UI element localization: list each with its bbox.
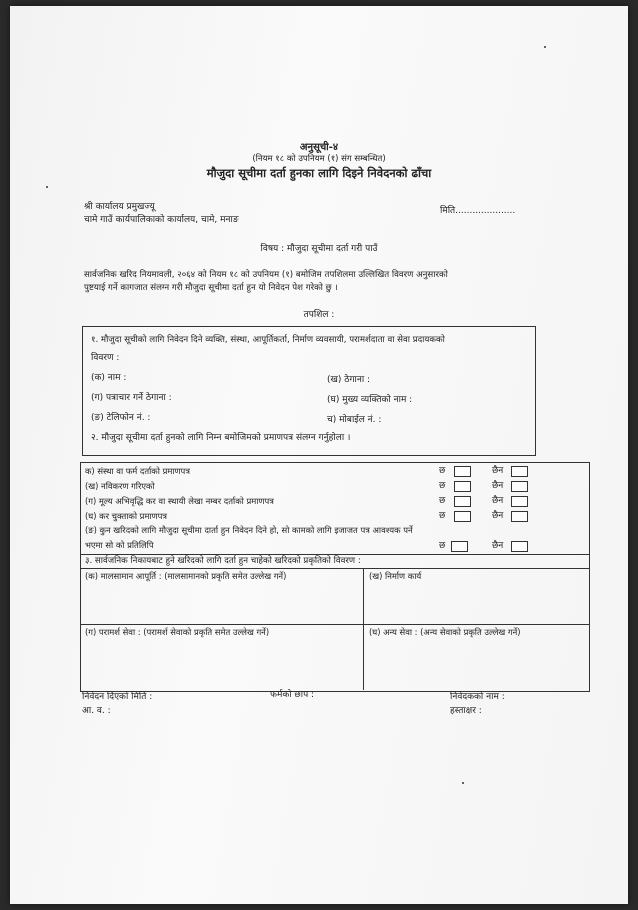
paper-speck [462, 782, 464, 784]
yes-checkbox[interactable] [454, 466, 471, 477]
contact-person-label: (घ) मुख्य व्यक्तिको नाम : [327, 395, 413, 405]
recipient-line: श्री कार्यालय प्रमुखज्यू [84, 202, 155, 212]
yes-label: छ [439, 511, 446, 521]
no-label: छैन [492, 511, 504, 521]
name-label: (क) नाम : [91, 373, 127, 383]
no-checkbox[interactable] [511, 541, 528, 552]
body-line-2: पुष्टयाई गर्ने कागजात संलग्न गरी मौजुदा सूचीमा दर्ता हुन यो निवेदन पेश गरेको छु । [84, 283, 338, 293]
subject-line: विषय : मौजुदा सूचीमा दर्ता गरी पाउँ [260, 244, 378, 254]
signature-label: हस्ताक्षर : [450, 706, 482, 716]
yes-checkbox[interactable] [454, 511, 471, 522]
divider [81, 624, 589, 625]
schedule-number: अनुसूची-४ [299, 142, 339, 153]
firm-seal-label: फर्मको छाप : [270, 690, 315, 700]
address-label: (ख) ठेगाना : [327, 375, 371, 385]
office-line: चामे गाउँ कार्यपालिकाको कार्यालय, चामे, मनाङ [84, 215, 239, 225]
yes-label: छ [439, 541, 446, 551]
checklist-item-5-line1: (ङ) कुन खरिदको लागि मौजुदा सूचीमा दार्ता हुन निवेदन दिने हो, सो कामको लागि इजाजत पत्र आवश्यक पर्ने [85, 525, 413, 535]
consulting-service-label: (ग) परामर्श सेवा : (परामर्श सेवाको प्रकृति समेत उल्लेख गर्ने) [85, 627, 270, 637]
paper-speck [544, 46, 546, 48]
no-label: छैन [492, 541, 504, 551]
application-date-label: निवेदन दिएको मिति : [82, 692, 153, 702]
yes-label: छ [439, 481, 446, 491]
checklist-item-4: (घ) कर चुक्ताको प्रमाणपत्र [85, 511, 168, 521]
checklist-item-2: (ख) नविकरण गरिएको [85, 481, 155, 491]
no-label: छैन [492, 496, 504, 506]
no-checkbox[interactable] [511, 466, 528, 477]
no-checkbox[interactable] [511, 481, 528, 492]
construction-work-label: (ख) निर्माण कार्य [369, 571, 422, 581]
details-heading: तपशिल : [303, 310, 335, 320]
rule-reference: (नियम १८ को उपनियम (१) संग सम्बन्धित) [252, 154, 386, 164]
paper-speck [46, 186, 48, 188]
no-label: छैन [492, 481, 504, 491]
form-title: मौजुदा सूचीमा दर्ता हुनका लागि दिइने निवेदनको ढाँचा [206, 166, 432, 180]
applicant-details-box [82, 326, 536, 456]
column-divider [363, 568, 364, 690]
mobile-label: च) मोबाईल नं. : [327, 415, 382, 425]
fiscal-year-label: आ. व. : [82, 706, 111, 716]
body-line-1: सार्वजनिक खरिद नियमावली, २०६४ को नियम १८ को उपनियम (१) बमोजिम तपशिलमा उल्लिखित विवरण अनुसारको [84, 270, 448, 280]
yes-checkbox[interactable] [454, 496, 471, 507]
checklist-item-3: (ग) मूल्य अभिवृद्धि कर वा स्थायी लेखा नम्बर दर्ताको प्रमाणपत्र [85, 496, 274, 506]
no-checkbox[interactable] [511, 511, 528, 522]
document-page [10, 6, 628, 904]
no-label: छैन [492, 466, 504, 476]
certificate-checklist-box [80, 462, 590, 692]
yes-label: छ [439, 496, 446, 506]
item2-line: २. मौजुदा सूचीमा दर्ता हुनको लागि निम्न बमोजिमको प्रमाणपत्र संलग्न गर्नुहोला । [91, 433, 351, 443]
goods-supply-label: (क) मालसामान आपूर्ति : (मालसामानको प्रकृति समेत उल्लेख गर्ने) [85, 571, 287, 581]
divider [81, 554, 589, 555]
telephone-label: (ङ) टेलिफोन नं. : [91, 413, 151, 423]
procurement-nature-heading: ३. सार्वजनिक निकायबाट हुने खरिदको लागि दर्ता हुन चाहेको खरिदको प्रकृतिको विवरण : [85, 556, 361, 566]
date-field: मिति..................... [440, 206, 516, 216]
divider [81, 568, 589, 569]
checklist-item-1: क) संस्था वा फर्म दर्ताको प्रमाणपत्र [85, 466, 190, 476]
correspondence-address-label: (ग) पत्राचार गर्ने ठेगाना : [91, 393, 172, 403]
checklist-item-5-line2: भएमा सो को प्रतिलिपि [85, 540, 154, 550]
item1-line1: १. मौजुदा सूचीको लागि निवेदन दिने व्यक्ति, संस्था, आपूर्तिकर्ता, निर्माण व्यवसायी, परामर्शदाता वा सेवा प्रदायकको [91, 335, 445, 345]
applicant-name-label: निवेदकको नाम : [450, 692, 505, 702]
yes-checkbox[interactable] [451, 541, 468, 552]
other-service-label: (घ) अन्य सेवा : (अन्य सेवाको प्रकृति उल्लेख गर्ने) [369, 627, 521, 637]
no-checkbox[interactable] [511, 496, 528, 507]
yes-label: छ [439, 466, 446, 476]
yes-checkbox[interactable] [454, 481, 471, 492]
item1-line2: विवरण : [91, 353, 120, 363]
